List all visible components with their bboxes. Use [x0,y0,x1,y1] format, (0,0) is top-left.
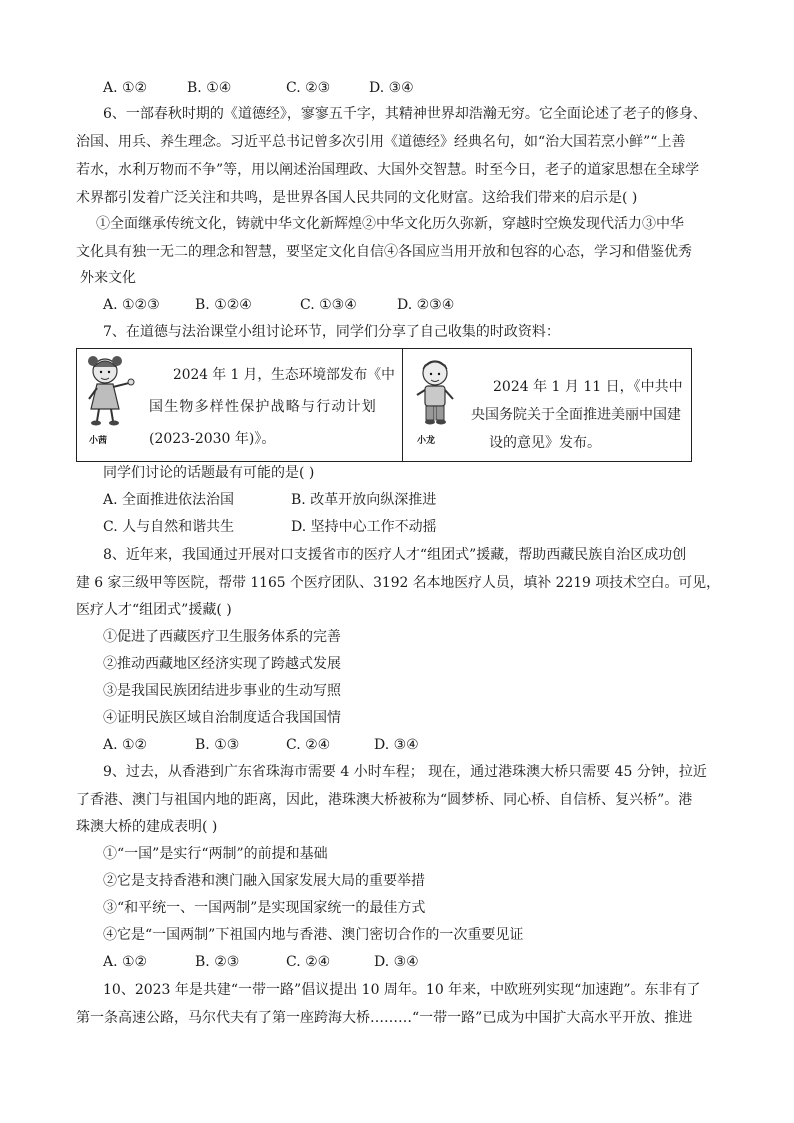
q8-stem-line-1: 8、近年来，我国通过开展对口支援省市的医疗人才“组团式”援藏，帮助西藏民族自治区成功创 [103,547,687,563]
q6-stem-line-2: 治国、用兵、养生理念。习近平总书记曾多次引用《道德经》经典名句，如“治大国若烹小鲜”“上善 [76,134,686,150]
box-divider [402,349,403,461]
q7-option-a: A. 全面推进依法治国 [103,492,235,508]
left-material-line-3: (2023-2030 年)》。 [149,431,276,447]
q8-stem-line-2: 建 6 家三级甲等医院，帮带 1165 个医疗团队、3192 名本地医疗人员，填补 2219 项技术空白。可见， [76,575,720,591]
q10-stem-line-1: 10、2023 年是共建“一带一路”倡议提出 10 周年。10 年来，中欧班列实现“加速跑”。东非有了 [103,982,701,998]
left-student-name: 小茜 [89,436,108,446]
left-material-line-2: 国生物多样性保护战略与行动计划 [149,399,377,415]
q6-option-a: A. ①②③ [103,297,160,313]
q7-question: 同学们讨论的话题最有可能的是( ) [103,465,315,481]
q9-statement-2: ②它是支持香港和澳门融入国家发展大局的重要举措 [103,873,425,889]
q7-option-d: D. 坚持中心工作不动摇 [291,519,437,535]
q6-stem-line-4: 术界都引发着广泛关注和共鸣，是世界各国人民共同的文化财富。这给我们带来的启示是( ) [76,190,638,206]
q7-material-box [76,348,692,462]
q8-option-b: B. ①③ [195,737,240,753]
q8-statement-1: ①促进了西藏医疗卫生服务体系的完善 [103,629,341,645]
q6-stem-line-3: 若水，水利万物而不争”等，用以阐述治国理政、大国外交智慧。时至今日，老子的道家思想在全球学 [76,162,700,178]
q6-statement-line-3: 外来文化 [80,270,136,286]
right-material-line-3: 设的意见》发布。 [489,435,601,451]
right-student-name: 小龙 [417,436,436,446]
q9-stem-line-3: 珠澳大桥的建成表明( ) [76,819,218,835]
q8-option-c: C. ②④ [286,737,331,753]
q6-option-b: B. ①②④ [195,297,252,313]
q9-option-a: A. ①② [103,954,148,970]
q8-option-d: D. ③④ [374,737,419,753]
boy-cartoon-icon [411,355,461,429]
q8-statement-4: ④证明民族区域自治制度适合我国国情 [103,710,341,726]
q6-option-c: C. ①③④ [300,297,357,313]
left-material-line-1: 2024 年 1 月，生态环境部发布《中 [173,367,395,383]
q10-stem-line-2: 第一条高速公路，马尔代夫有了第一座跨海大桥………“一带一路”已成为中国扩大高水平开放、推进 [76,1010,693,1026]
q7-stem: 7、在道德与法治课堂小组讨论环节，同学们分享了自己收集的时政资料： [103,324,560,340]
q9-option-d: D. ③④ [374,954,419,970]
q5-option-a: A. ①② [103,80,148,96]
q8-statement-2: ②推动西藏地区经济实现了跨越式发展 [103,656,341,672]
q9-option-b: B. ②③ [195,954,240,970]
right-material-line-2: 央国务院关于全面推进美丽中国建 [471,407,681,423]
q8-option-a: A. ①② [103,737,148,753]
q6-stem-line-1: 6、一部春秋时期的《道德经》，寥寥五千字，其精神世界却浩瀚无穷。它全面论述了老子的修身、 [103,106,707,122]
q9-option-c: C. ②④ [286,954,331,970]
q5-option-c: C. ②③ [286,80,331,96]
q7-option-b: B. 改革开放向纵深推进 [291,492,437,508]
q8-statement-3: ③是我国民族团结进步事业的生动写照 [103,683,341,699]
q6-option-d: D. ②③④ [397,297,455,313]
q9-stem-line-2: 了香港、澳门与祖国内地的距离，因此，港珠澳大桥被称为“圆梦桥、同心桥、自信桥、复兴桥”。港 [76,792,693,808]
q9-statement-4: ④它是“一国两制”下祖国内地与香港、澳门密切合作的一次重要见证 [103,927,524,943]
q6-statement-line-2: 文化具有独一无二的理念和智慧，要坚定文化自信④各国应当用开放和包容的心态，学习和借鉴优秀 [76,244,692,260]
girl-cartoon-icon [83,353,139,431]
q5-option-d: D. ③④ [369,80,414,96]
q5-option-b: B. ①④ [187,80,232,96]
q9-statement-3: ③“和平统一、一国两制”是实现国家统一的最佳方式 [103,900,426,916]
q8-stem-line-3: 医疗人才“组团式”援藏( ) [76,602,232,618]
right-material-line-1: 2024 年 1 月 11 日，《中共中 [493,379,683,395]
q9-stem-line-1: 9、过去，从香港到广东省珠海市需要 4 小时车程； 现在，通过港珠澳大桥只需要 45 分钟，拉近 [103,764,707,780]
q9-statement-1: ①“一国”是实行“两制”的前提和基础 [103,846,328,862]
q6-statement-line-1: ①全面继承传统文化，铸就中华文化新辉煌②中华文化历久弥新，穿越时空焕发现代活力③中华 [96,216,684,232]
q7-option-c: C. 人与自然和谐共生 [103,519,235,535]
